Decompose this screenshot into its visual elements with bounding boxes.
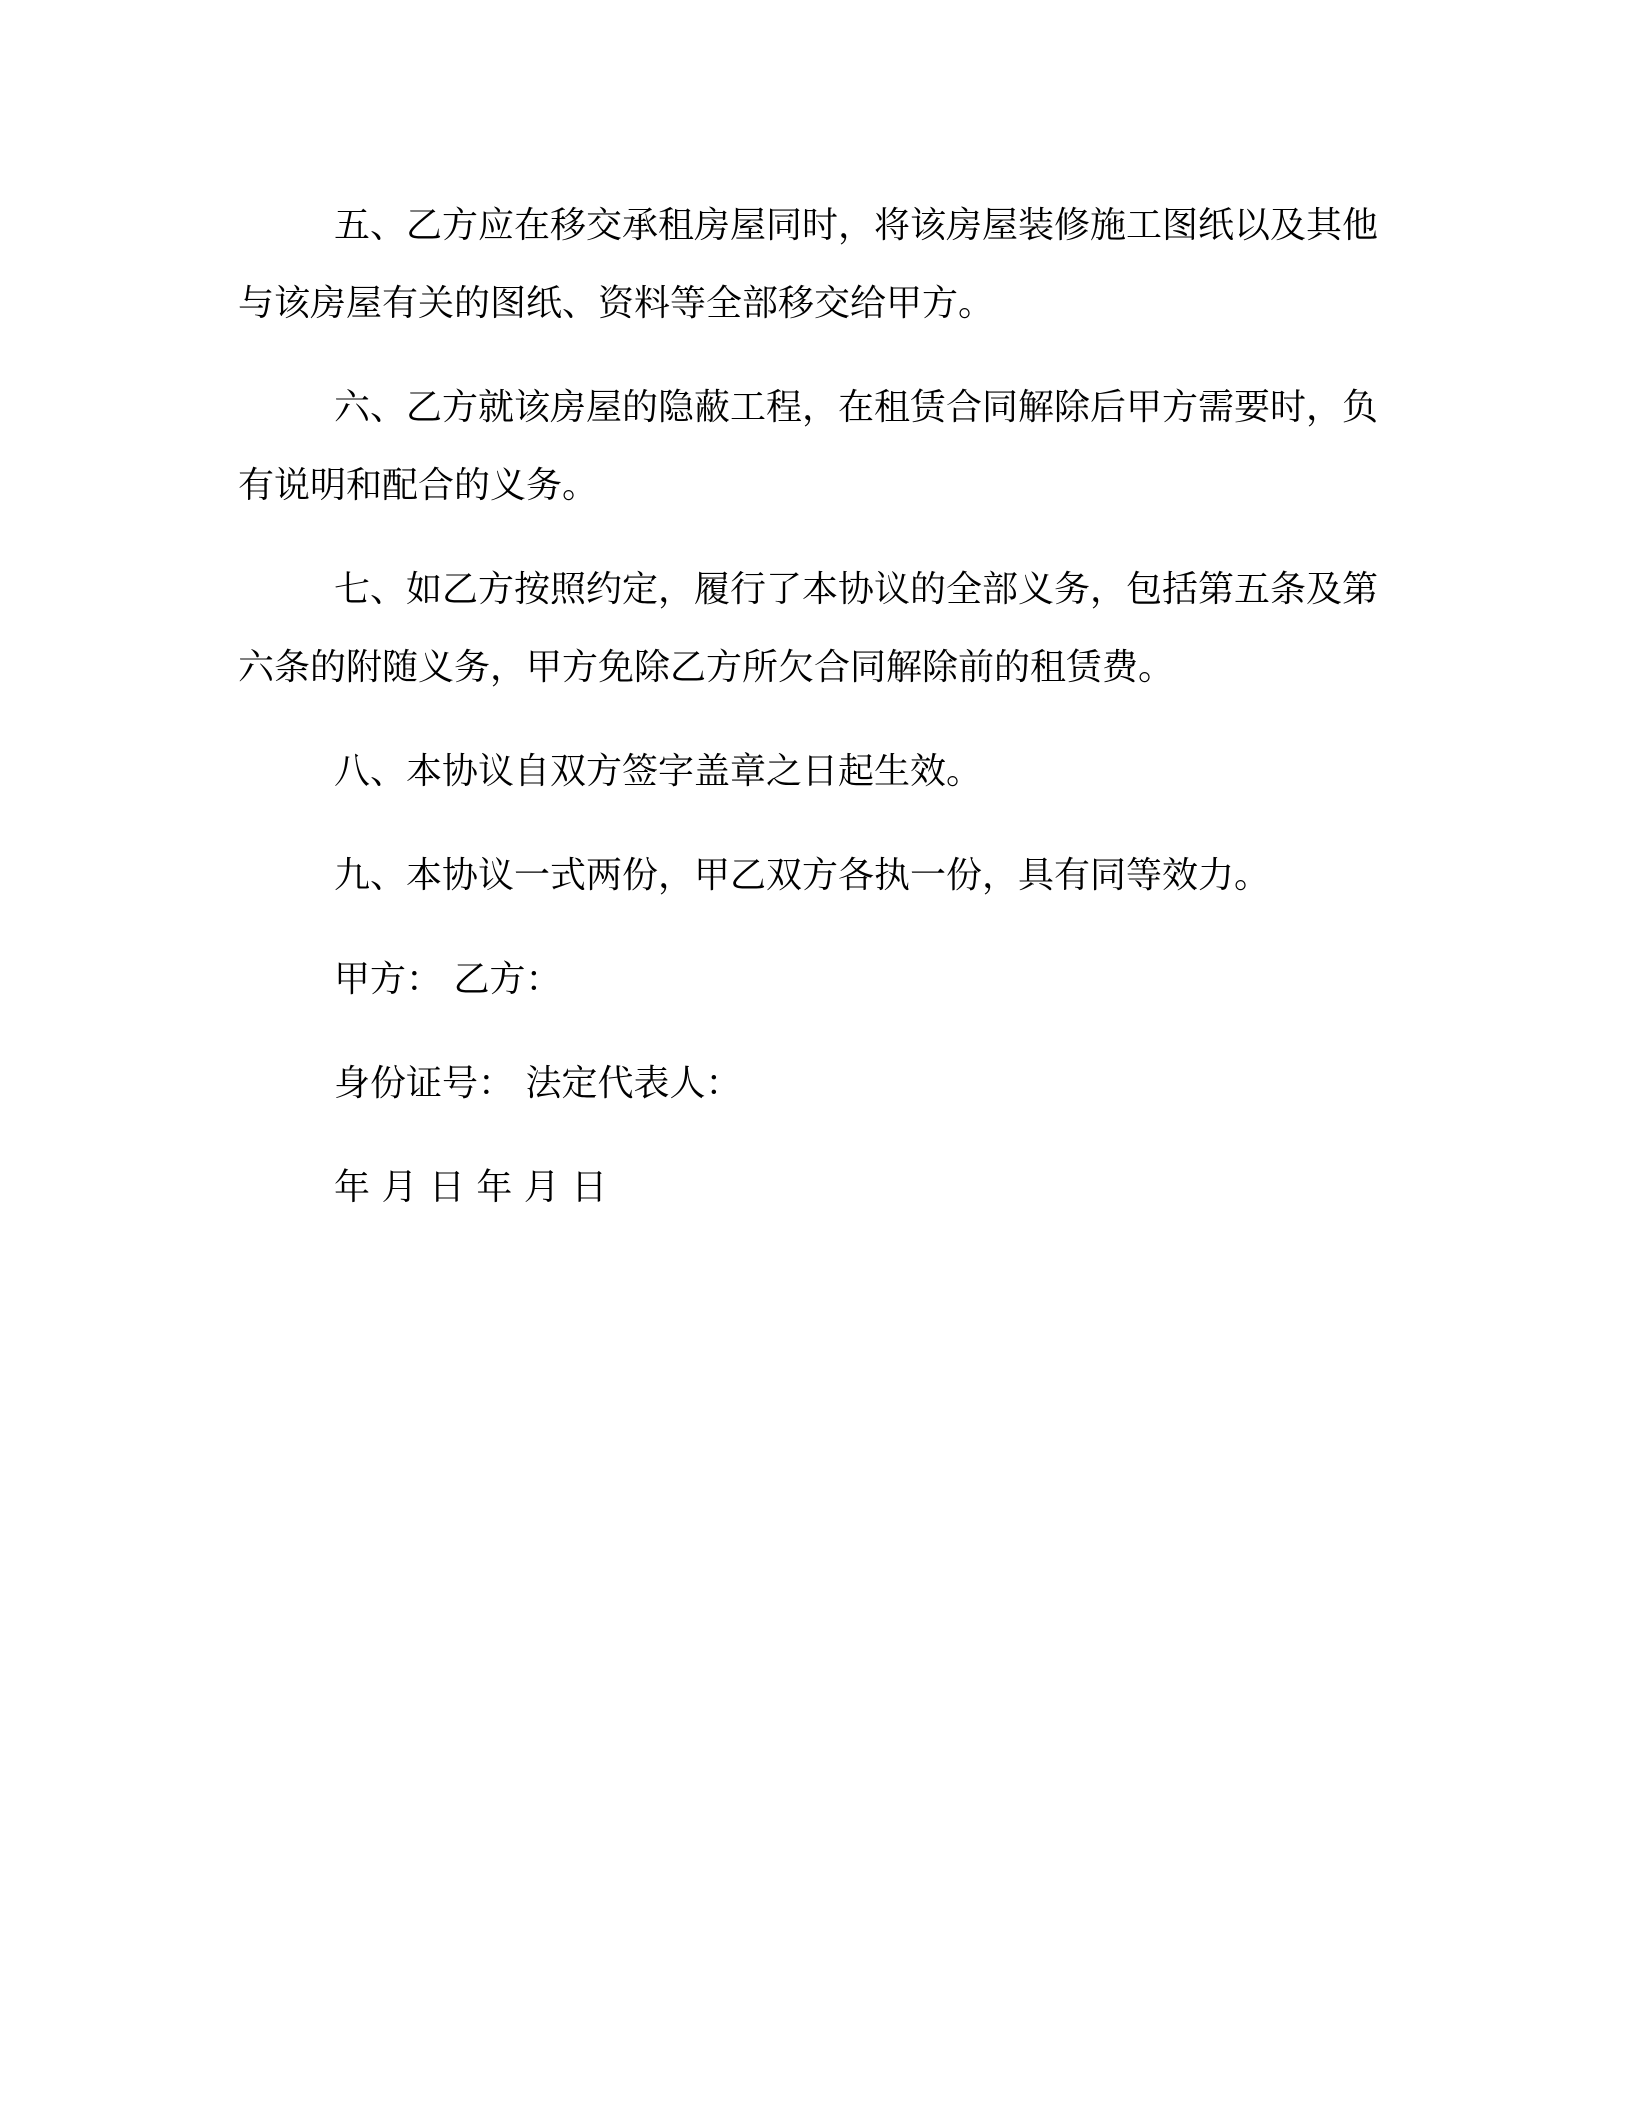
signature-date: 年 月 日 年 月 日	[334, 1167, 608, 1208]
clause-7: 七、如乙方按照约定，履行了本协议的全部义务，包括第五条及第六条的附随义务，甲方免除乙方所欠合同解除前的租赁费。	[238, 569, 1379, 688]
signature-id: 身份证号： 法定代表人：	[334, 1063, 742, 1104]
clause-6: 六、乙方就该房屋的隐蔽工程，在租赁合同解除后甲方需要时，负有说明和配合的义务。	[238, 387, 1379, 506]
clause-5: 五、乙方应在移交承租房屋同时，将该房屋装修施工图纸以及其他与该房屋有关的图纸、资料等全部移交给甲方。	[238, 205, 1379, 324]
clause-8: 八、本协议自双方签字盖章之日起生效。	[334, 751, 983, 792]
signature-parties: 甲方： 乙方：	[334, 959, 562, 1000]
clause-9: 九、本协议一式两份，甲乙双方各执一份，具有同等效力。	[334, 855, 1271, 896]
